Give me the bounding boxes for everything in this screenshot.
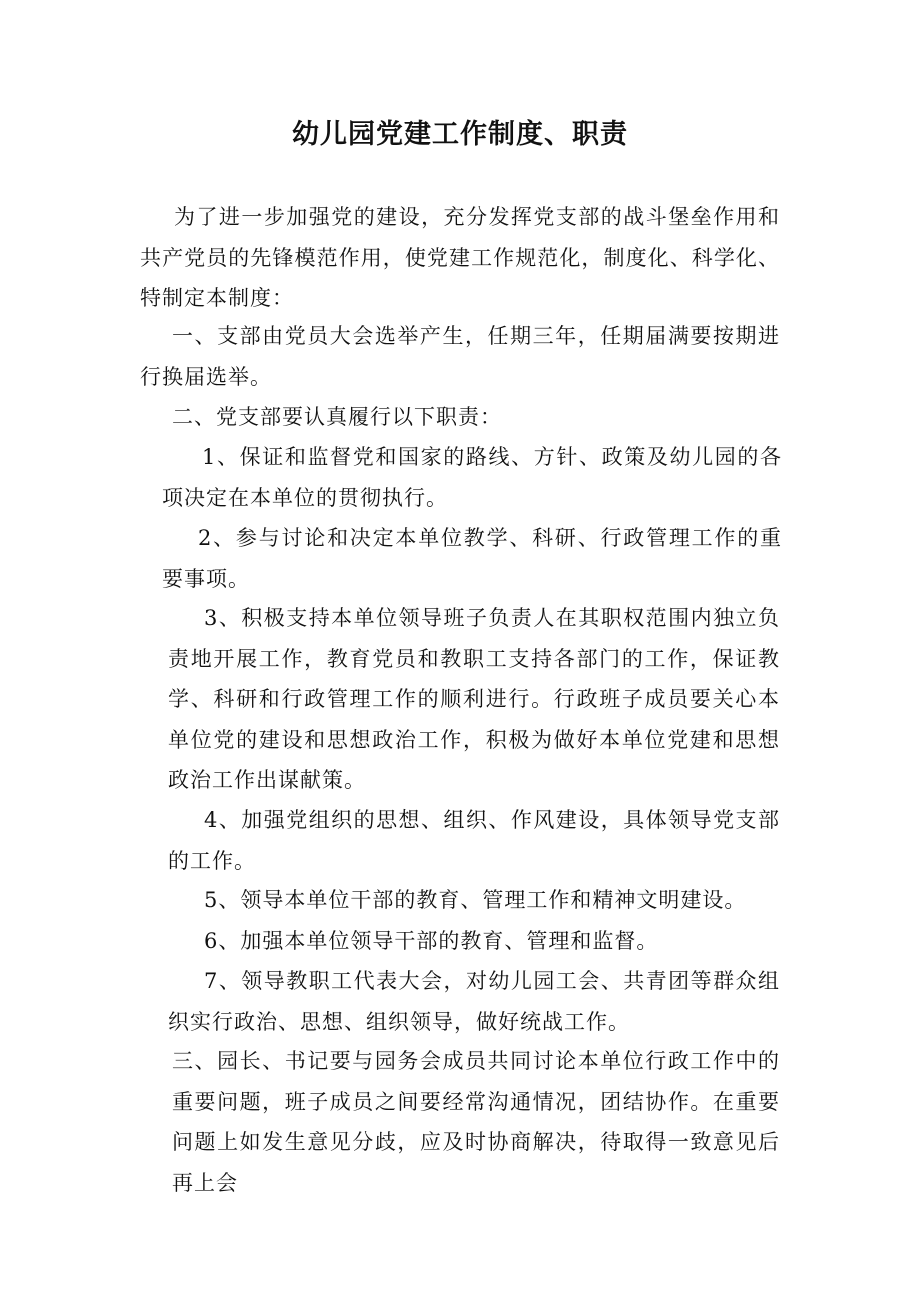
duty-item-3: 3、积极支持本单位领导班子负责人在其职权范围内独立负责地开展工作，教育党员和教职工支持各部门的工作，保证教学、科研和行政管理工作的顺利进行。行政班子成员要关心本单位党的建设和思想政治工作，积极为做好本单位党建和思想政治工作出谋献策。	[168, 606, 780, 792]
section-two-heading: 二、党支部要认真履行以下职责：	[172, 405, 502, 429]
section-three-paragraph: 三、园长、书记要与园务会成员共同讨论本单位行政工作中的重要问题，班子成员之间要经常沟通情况，团结协作。在重要问题上如发生意见分歧，应及时协商解决，待取得一致意见后再上会	[172, 1049, 780, 1195]
intro-paragraph: 为了进一步加强党的建设，充分发挥党支部的战斗堡垒作用和共产党员的先锋模范作用，使党建工作规范化，制度化、科学化、特制定本制度：	[140, 205, 780, 310]
duty-item-4: 4、加强党组织的思想、组织、作风建设，具体领导党支部的工作。	[168, 808, 780, 873]
document-title: 幼儿园党建工作制度、职责	[292, 119, 628, 150]
duty-item-6: 6、加强本单位领导干部的教育、管理和监督。	[204, 929, 659, 953]
duty-item-1: 1、保证和监督党和国家的路线、方针、政策及幼儿园的各项决定在本单位的贯彻执行。	[162, 445, 782, 510]
duty-item-7: 7、领导教职工代表大会，对幼儿园工会、共青团等群众组织实行政治、思想、组织领导，做好统战工作。	[168, 969, 780, 1034]
duty-item-2: 2、参与讨论和决定本单位教学、科研、行政管理工作的重要事项。	[162, 526, 782, 591]
duty-item-5: 5、领导本单位干部的教育、管理工作和精神文明建设。	[204, 888, 747, 912]
section-one-paragraph: 一、支部由党员大会选举产生，任期三年，任期届满要按期进行换届选举。	[140, 324, 780, 389]
